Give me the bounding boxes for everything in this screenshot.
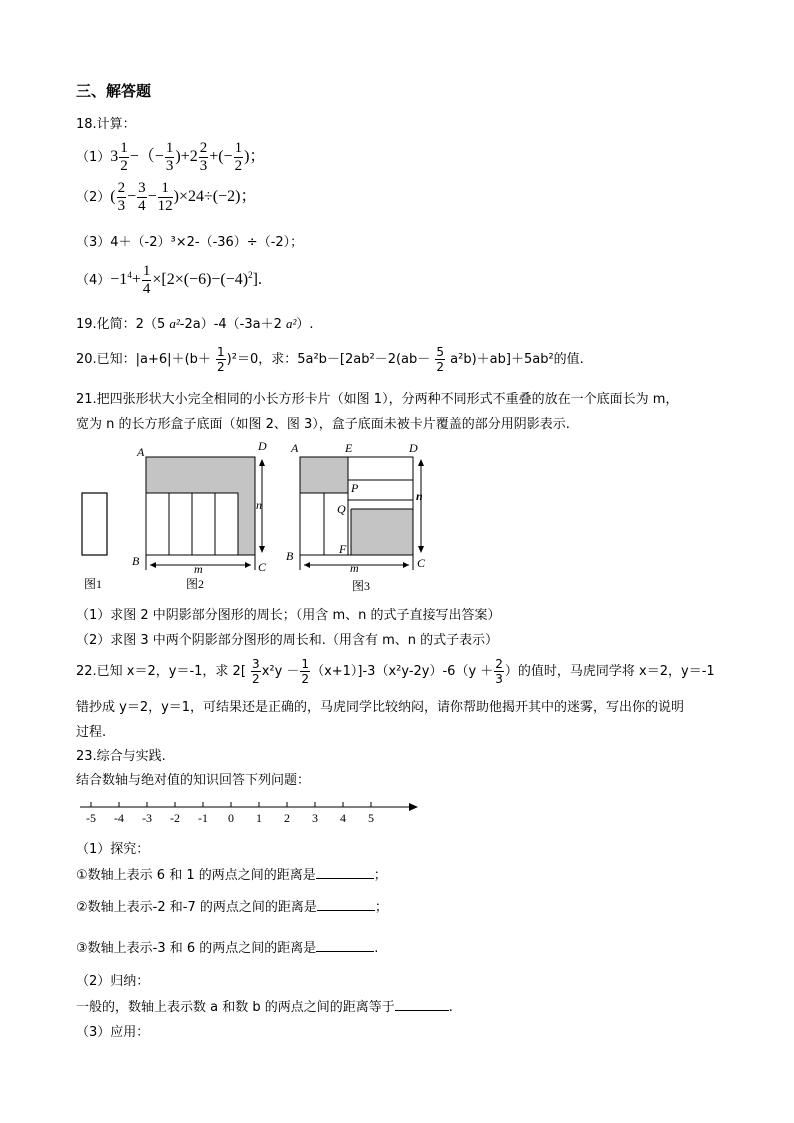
q21-line1: 21.把四张形状大小完全相同的小长方形卡片（如图 1），分两种不同形式不重叠的放在一个底面长为 m， bbox=[76, 392, 679, 407]
fig3-shade-top-left bbox=[300, 457, 348, 493]
q23-induce: （2）归纳： bbox=[76, 974, 150, 989]
q23-e2: ②数轴上表示-2 和-7 的两点之间的距离是 ； bbox=[76, 900, 388, 915]
number-line bbox=[0, 795, 794, 825]
arrow-right-icon bbox=[409, 803, 418, 811]
answer-blank[interactable] bbox=[395, 1000, 449, 1011]
fig2-n: n bbox=[256, 498, 262, 512]
fig2-label: 图2 bbox=[186, 577, 205, 591]
answer-blank[interactable] bbox=[317, 900, 375, 911]
q18-part3: （3）4＋（-2）³×2-（-36）÷（-2）； bbox=[76, 235, 304, 250]
fraction: $\frac{2}{3}$ bbox=[199, 140, 208, 174]
q23-title: 23.综合与实践. bbox=[76, 749, 166, 764]
fraction: $\frac{1}{2}$ bbox=[120, 140, 128, 174]
answer-blank[interactable] bbox=[316, 941, 374, 952]
tick-label: 4 bbox=[340, 811, 346, 825]
tick-label: -2 bbox=[170, 811, 180, 825]
q23-e3: ③数轴上表示-3 和 6 的两点之间的距离是 . bbox=[76, 941, 379, 956]
fig1-label: 图1 bbox=[84, 577, 103, 591]
q23-apply: （3）应用： bbox=[76, 1025, 150, 1040]
q18-part4: $(4)-1^4+$ $\frac{1}{4}$ $\times[2\times(-6)-(-4)^2]$. bbox=[76, 263, 262, 297]
q18-title: 18.计算： bbox=[76, 117, 136, 132]
fig2-C: C bbox=[258, 560, 267, 574]
tick-label: -5 bbox=[86, 811, 96, 825]
q22-line2: 错抄成 y＝2，y＝1，可结果还是正确的，马虎同学比较纳闷，请你帮助他揭开其中的迷雾，写出你的说明 bbox=[76, 700, 685, 715]
fig1-card bbox=[82, 493, 107, 555]
tick-label: 2 bbox=[284, 811, 290, 825]
fig3-B: B bbox=[286, 549, 294, 563]
fig3-label: 图3 bbox=[352, 579, 371, 593]
tick-label: -4 bbox=[114, 811, 124, 825]
fraction: $\frac{3}{4}$ bbox=[138, 180, 146, 214]
q23-intro: 结合数轴与绝对值的知识回答下列问题： bbox=[76, 773, 311, 788]
q23-general: 一般的，数轴上表示数 a 和数 b 的两点之间的距离等于 . bbox=[76, 1000, 453, 1015]
fig3-C: C bbox=[417, 556, 426, 570]
answer-blank[interactable] bbox=[316, 868, 374, 879]
fig3-F: F bbox=[339, 542, 347, 556]
fig2-B: B bbox=[132, 554, 140, 568]
fraction: $\frac{1}{2}$ bbox=[217, 345, 225, 374]
fig2-D: D bbox=[258, 439, 267, 453]
fraction: $\frac{1}{3}$ bbox=[165, 140, 174, 174]
fig3-shade-bottom-right bbox=[351, 509, 413, 555]
fig3-n: n bbox=[416, 489, 423, 503]
section-title: 三、解答题 bbox=[76, 82, 152, 100]
tick-label: -3 bbox=[142, 811, 152, 825]
fraction: $\frac{5}{2}$ bbox=[436, 345, 445, 374]
q21-sub1: （1）求图 2 中阴影部分图形的周长；（用含 m、n 的式子直接写出答案） bbox=[76, 608, 501, 623]
fig3-A: A bbox=[291, 441, 299, 455]
fraction: $\frac{3}{2}$ bbox=[252, 657, 260, 686]
fig2-A: A bbox=[137, 445, 145, 459]
q19: 19.化简：2（5 a²-2a）-4（-3a＋2 a²）. bbox=[76, 316, 314, 332]
q23-e1: ①数轴上表示 6 和 1 的两点之间的距离是 ； bbox=[76, 868, 387, 883]
tick-label: 5 bbox=[368, 811, 374, 825]
fraction: $\frac{1}{2}$ bbox=[234, 140, 243, 174]
fig2-shade-right bbox=[238, 493, 255, 555]
q22-line1: 22.已知 x＝2，y＝-1，求 2[ $\frac{3}{2}$ x²y － $\frac{1}{2}$ （x+1）]-3（x²y-2y）-6（y ＋ $\frac{2}{3}$ ）的值时，马虎同学将 x＝2，y＝-1 bbox=[76, 657, 715, 686]
q20: 20.已知：|a+6|＋(b＋ $\frac{1}{2}$ )²＝0，求：5a²b－[2ab²－2(ab－ $\frac{5}{2}$ a²b)＋ab]＋5ab²的值. bbox=[76, 345, 584, 374]
q21-line2: 宽为 n 的长方形盒子底面（如图 2、图 3），盒子底面未被卡片覆盖的部分用阴影表示. bbox=[76, 417, 570, 432]
fig3-D: D bbox=[409, 441, 418, 455]
fraction: $\frac{1}{12}$ bbox=[157, 180, 173, 214]
fig2-m: m bbox=[194, 562, 203, 576]
q18-part1: （1）3 $\frac{1}{2}$ −（− $\frac{1}{3}$ )+2 $\frac{2}{3}$ +(− $\frac{1}{2}$ )； bbox=[76, 140, 266, 174]
fig3-P: P bbox=[351, 481, 359, 495]
fraction: $\frac{2}{3}$ bbox=[117, 180, 126, 214]
fig3-E: E bbox=[345, 441, 353, 455]
tick-label: 3 bbox=[312, 811, 318, 825]
q21-sub2: （2）求图 3 中两个阴影部分图形的周长和.（用含有 m、n 的式子表示） bbox=[76, 633, 499, 648]
tick-label: 1 bbox=[256, 811, 262, 825]
q18-part2: （2）( $\frac{2}{3}$ − $\frac{3}{4}$ − $\frac{1}{12}$ )×24÷(−2)； bbox=[76, 180, 257, 214]
fig2-shade-top bbox=[146, 457, 255, 493]
tick-label: -1 bbox=[198, 811, 208, 825]
fraction: $\frac{2}{3}$ bbox=[495, 657, 503, 686]
q22-line3: 过程. bbox=[76, 725, 107, 740]
fig3-m: m bbox=[350, 561, 359, 575]
fraction: $\frac{1}{2}$ bbox=[301, 657, 310, 686]
fraction: $\frac{1}{4}$ bbox=[142, 263, 151, 297]
tick-label: 0 bbox=[228, 811, 234, 825]
fig3-Q: Q bbox=[337, 502, 346, 516]
q23-explore: （1）探究： bbox=[76, 842, 150, 857]
